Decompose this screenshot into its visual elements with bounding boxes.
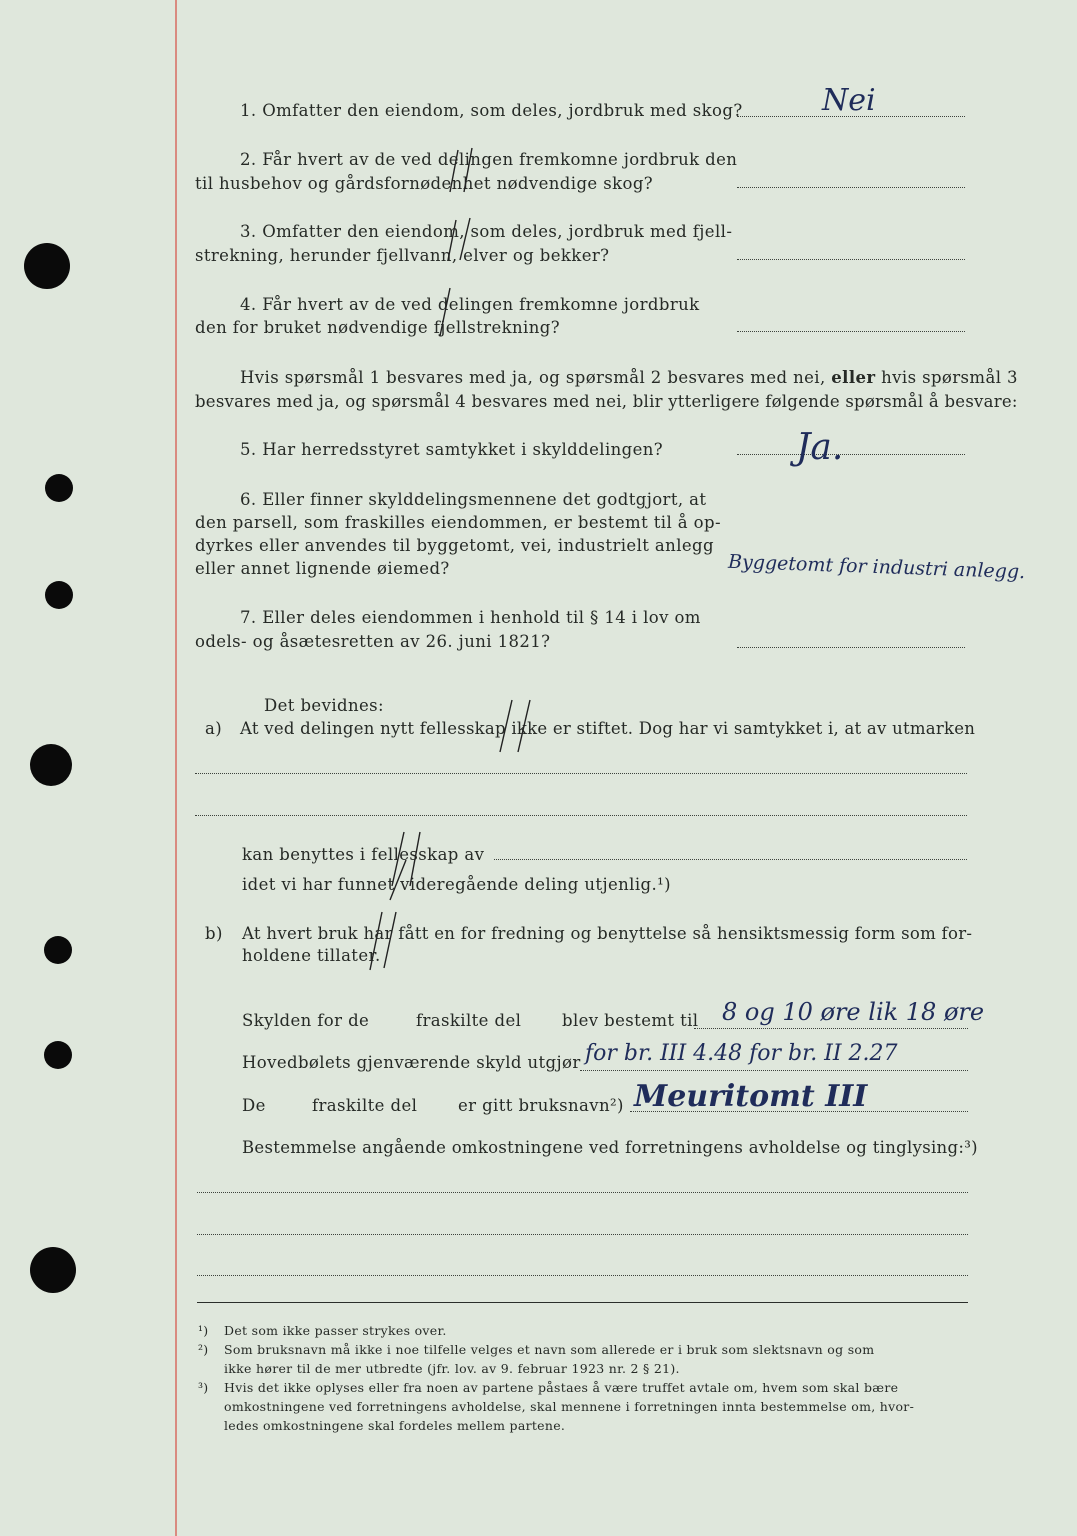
answer-5: Ja. bbox=[796, 427, 844, 468]
instruction-line-2: besvares med ja, og spørsmål 4 besvares med nei, blir ytterligere følgende spørsmål å besvare: bbox=[195, 392, 1018, 411]
answer-line-5 bbox=[737, 454, 965, 455]
utmark-line-1 bbox=[195, 773, 967, 774]
bruksnavn-answer: Meuritomt III bbox=[634, 1079, 868, 1114]
question-1: 1. Omfatter den eiendom, som deles, jordbruk med skog? bbox=[240, 101, 743, 120]
bevidnes-a-line-3: kan benyttes i fellesskap av bbox=[242, 845, 485, 864]
punch-hole bbox=[30, 1247, 76, 1293]
hovedbol-line bbox=[580, 1070, 968, 1071]
instruction-emphasis: eller bbox=[831, 368, 876, 387]
instruction-line-1 bbox=[240, 368, 1018, 388]
fellesskap-line bbox=[494, 859, 967, 860]
skyld-label-2: fraskilte del bbox=[416, 1011, 522, 1030]
margin-rule bbox=[175, 0, 177, 1536]
question-6-line-1: 6. Eller finner skylddelingsmennene det godtgjort, at bbox=[240, 490, 707, 509]
question-6-line-2: den parsell, som fraskilles eiendommen, er bestemt til å op- bbox=[195, 513, 721, 532]
bevidnes-b-line-2: holdene tillater. bbox=[242, 946, 381, 965]
bevidnes-b-label: b) bbox=[205, 924, 223, 943]
bevidnes-a-label: a) bbox=[205, 719, 223, 738]
answer-line-2 bbox=[737, 187, 965, 188]
question-4-line-1: 4. Får hvert av de ved delingen fremkomne jordbruk bbox=[240, 295, 700, 314]
question-7-line-2: odels- og åsætesretten av 26. juni 1821? bbox=[195, 632, 551, 651]
punch-hole bbox=[44, 936, 72, 964]
bevidnes-a-line-4: idet vi har funnet videregående deling utjenlig.¹) bbox=[242, 875, 671, 894]
bruksnavn-label-2: fraskilte del bbox=[312, 1096, 418, 1115]
instruction-part-3: hvis spørsmål 3 bbox=[881, 368, 1018, 387]
footnote-3-mark: ³) bbox=[198, 1380, 209, 1395]
question-2-line-1: 2. Får hvert av de ved delingen fremkomne jordbruk den bbox=[240, 150, 738, 169]
footnote-rule bbox=[197, 1302, 968, 1303]
bestemmelse-line-2 bbox=[197, 1234, 968, 1235]
footnote-2-mark: ²) bbox=[198, 1342, 209, 1357]
skyld-label-3: blev bestemt til bbox=[562, 1011, 699, 1030]
utmark-line-2 bbox=[195, 815, 967, 816]
footnote-3-line-3: ledes omkostningene skal fordeles mellem partene. bbox=[224, 1418, 566, 1433]
question-6-line-3: dyrkes eller anvendes til byggetomt, vei, industrielt anlegg bbox=[195, 536, 714, 555]
footnote-2-line-2: ikke hører til de mer utbredte (jfr. lov. av 9. februar 1923 nr. 2 § 21). bbox=[224, 1361, 680, 1376]
answer-1: Nei bbox=[822, 83, 876, 118]
bevidnes-a-text: At ved delingen nytt fellesskap ikke er stiftet. Dog har vi samtykket i, at av utmarken bbox=[240, 719, 976, 738]
bestemmelse-line-3 bbox=[197, 1275, 968, 1276]
question-6-line-4: eller annet lignende øiemed? bbox=[195, 559, 450, 578]
punch-hole bbox=[45, 474, 73, 502]
punch-hole bbox=[44, 1041, 72, 1069]
hovedbol-label: Hovedbølets gjenværende skyld utgjør bbox=[242, 1053, 581, 1072]
instruction-part-1: Hvis spørsmål 1 besvares med ja, og spørsmål 2 besvares med nei, bbox=[240, 368, 826, 387]
footnote-1-mark: ¹) bbox=[198, 1323, 209, 1338]
bevidnes-b-line-1: At hvert bruk har fått en for fredning og benyttelse så hensiktsmessig form som for- bbox=[242, 924, 973, 943]
bruksnavn-label-1: De bbox=[242, 1096, 266, 1115]
skyld-answer: 8 og 10 øre lik 18 øre bbox=[722, 998, 985, 1026]
answer-6: Byggetomt for industri anlegg. bbox=[727, 550, 1026, 584]
question-2-line-2: til husbehov og gårdsfornødenhet nødvendige skog? bbox=[195, 174, 654, 193]
punch-hole bbox=[45, 581, 73, 609]
punch-hole bbox=[24, 243, 70, 289]
punch-hole bbox=[30, 744, 72, 786]
answer-line-7 bbox=[737, 647, 965, 648]
skyld-label-1: Skylden for de bbox=[242, 1011, 370, 1030]
skyld-line bbox=[694, 1028, 968, 1029]
footnote-2-line-1: Som bruksnavn må ikke i noe tilfelle velges et navn som allerede er i bruk som slektsnavn og som bbox=[224, 1342, 875, 1357]
question-5: 5. Har herredsstyret samtykket i skylddelingen? bbox=[240, 440, 664, 459]
strike-mark bbox=[420, 140, 480, 350]
question-4-line-2: den for bruket nødvendige fjellstrekning? bbox=[195, 318, 560, 337]
bruksnavn-label-3: er gitt bruksnavn²) bbox=[458, 1096, 624, 1115]
bevidnes-heading: Det bevidnes: bbox=[264, 696, 384, 715]
footnote-3-line-1: Hvis det ikke oplyses eller fra noen av partene påstaes å være truffet avtale om, hvem som skal bære bbox=[224, 1380, 899, 1395]
footnote-1: Det som ikke passer strykes over. bbox=[224, 1323, 447, 1338]
question-7-line-1: 7. Eller deles eiendommen i henhold til § 14 i lov om bbox=[240, 608, 701, 627]
answer-line-4 bbox=[737, 331, 965, 332]
question-3-line-2: strekning, herunder fjellvann, elver og bekker? bbox=[195, 246, 610, 265]
bestemmelse-label: Bestemmelse angående omkostningene ved forretningens avholdelse og tinglysing:³) bbox=[242, 1138, 978, 1157]
question-3-line-1: 3. Omfatter den eiendom, som deles, jordbruk med fjell- bbox=[240, 222, 733, 241]
footnote-3-line-2: omkostningene ved forretningens avholdelse, skal mennene i forretningen innta bestemmelse om, hvor- bbox=[224, 1399, 915, 1414]
bestemmelse-line-1 bbox=[197, 1192, 968, 1193]
hovedbol-answer: for br. III 4.48 for br. II 2.27 bbox=[585, 1041, 898, 1066]
answer-line-3 bbox=[737, 259, 965, 260]
